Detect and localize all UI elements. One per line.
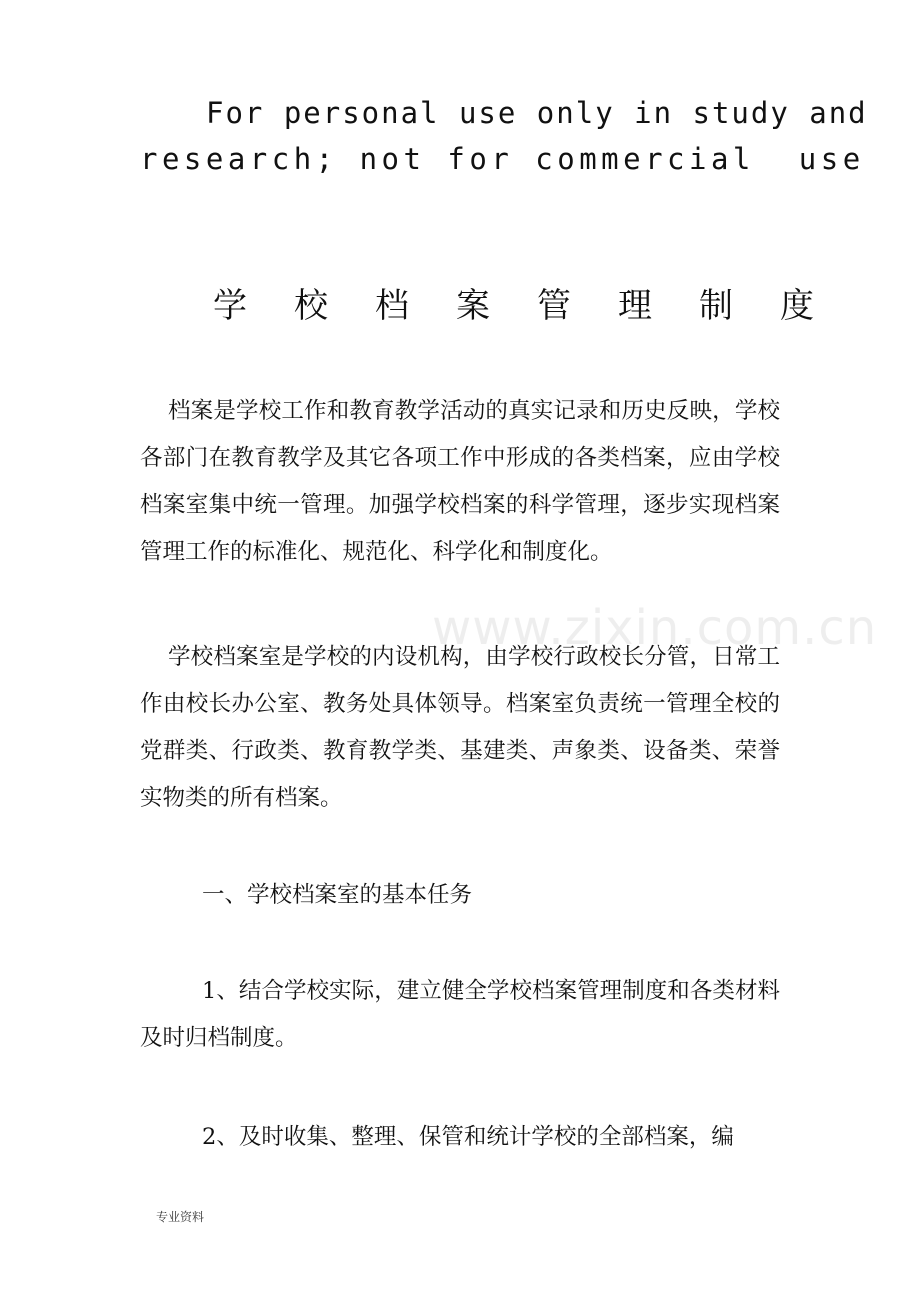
section-heading: 一、学校档案室的基本任务 (202, 882, 473, 908)
watermark-text: www.zixin.com.cn (432, 600, 878, 656)
task-item-1: 1、结合学校实际，建立健全学校档案管理制度和各类材料及时归档制度。 (140, 978, 780, 1051)
usage-notice (140, 90, 868, 182)
document-title: 学校档案管理制度 (213, 286, 861, 326)
usage-notice-line-2: research; not for commercial use (140, 142, 865, 176)
footer-label: 专业资料 (156, 1210, 205, 1224)
archive-room-paragraph: 学校档案室是学校的内设机构，由学校行政校长分管，日常工作由校长办公室、教务处具体领导。档案室负责统一管理全校的党群类、行政类、教育教学类、基建类、声象类、设备类、荣誉实物类的所有档案。 (140, 644, 780, 811)
intro-paragraph: 档案是学校工作和教育教学活动的真实记录和历史反映，学校各部门在教育教学及其它各项工作中形成的各类档案，应由学校档案室集中统一管理。加强学校档案的科学管理，逐步实现档案管理工作的标准化、规范化、科学化和制度化。 (140, 398, 780, 565)
task-item-2: 2、及时收集、整理、保管和统计学校的全部档案，编 (202, 1124, 734, 1150)
usage-notice-line-1: For personal use only in study and (206, 96, 868, 130)
